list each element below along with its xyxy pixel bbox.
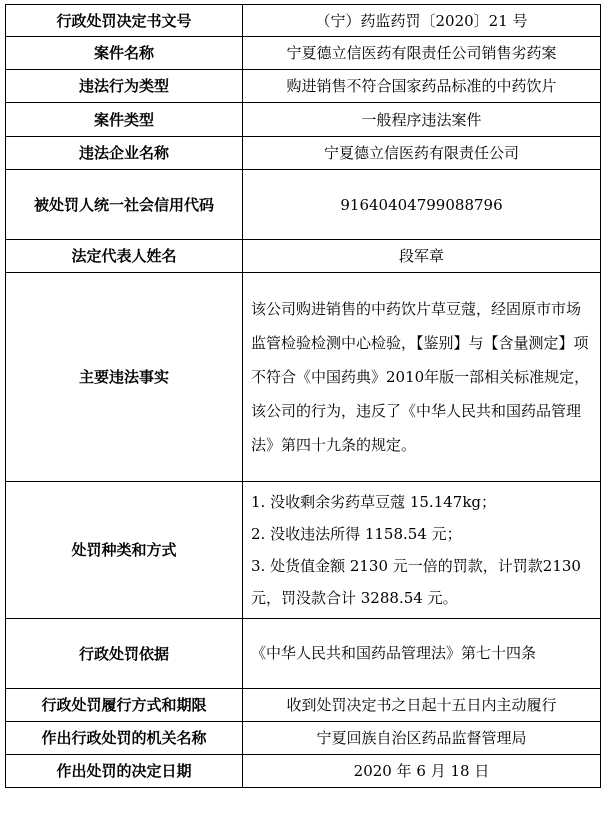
table-row (6, 619, 601, 689)
row-label: 行政处罚履行方式和期限 (6, 689, 243, 722)
penalty-method-item: 1. 没收剩余劣药草豆蔻 15.147kg； (251, 493, 497, 511)
row-value: 宁夏回族自治区药品监督管理局 (243, 722, 601, 755)
violation-facts-text: 该公司购进销售的中药饮片草豆蔻，经固原市市场监管检验检测中心检验，【鉴别】与【含量测定】项不符合《中国药典》2010年版一部相关标准规定，该公司的行为，违反了《中华人民共和国药品管理法》第四十九条的规定。 (243, 273, 601, 482)
table-row (6, 137, 601, 170)
penalty-methods-list (243, 482, 601, 619)
row-label: 行政处罚决定书文号 (6, 5, 243, 37)
row-label: 行政处罚依据 (6, 619, 243, 689)
row-value: 宁夏德立信医药有限责任公司销售劣药案 (243, 37, 601, 70)
row-label: 作出行政处罚的机关名称 (6, 722, 243, 755)
penalty-method-item: 3. 处货值金额 2130 元一倍的罚款，计罚款2130 元，罚没款合计 3288.54 元。 (251, 557, 581, 607)
row-label: 案件名称 (6, 37, 243, 70)
penalty-method-item: 2. 没收违法所得 1158.54 元； (251, 525, 462, 543)
table-row (6, 103, 601, 137)
table-row (6, 240, 601, 273)
penalty-info-table (5, 4, 601, 788)
row-value: 宁夏德立信医药有限责任公司 (243, 137, 601, 170)
table-row (6, 689, 601, 722)
row-value: 购进销售不符合国家药品标准的中药饮片 (243, 70, 601, 103)
table-row (6, 37, 601, 70)
table-row (6, 273, 601, 482)
table-row (6, 5, 601, 37)
row-value: （宁）药监药罚〔2020〕21 号 (243, 5, 601, 37)
row-value: 段军章 (243, 240, 601, 273)
table-row (6, 170, 601, 240)
table-row (6, 70, 601, 103)
row-value: 收到处罚决定书之日起十五日内主动履行 (243, 689, 601, 722)
row-value: 2020 年 6 月 18 日 (243, 755, 601, 788)
row-value: 《中华人民共和国药品管理法》第七十四条 (243, 619, 601, 689)
table-row (6, 722, 601, 755)
row-label: 主要违法事实 (6, 273, 243, 482)
row-label: 处罚种类和方式 (6, 482, 243, 619)
penalty-info-table-container (5, 4, 601, 788)
table-row (6, 755, 601, 788)
row-label: 作出处罚的决定日期 (6, 755, 243, 788)
table-row (6, 482, 601, 619)
row-label: 法定代表人姓名 (6, 240, 243, 273)
row-label: 违法企业名称 (6, 137, 243, 170)
row-label: 被处罚人统一社会信用代码 (6, 170, 243, 240)
row-value: 91640404799088796 (243, 170, 601, 240)
row-label: 违法行为类型 (6, 70, 243, 103)
row-value: 一般程序违法案件 (243, 103, 601, 137)
row-label: 案件类型 (6, 103, 243, 137)
